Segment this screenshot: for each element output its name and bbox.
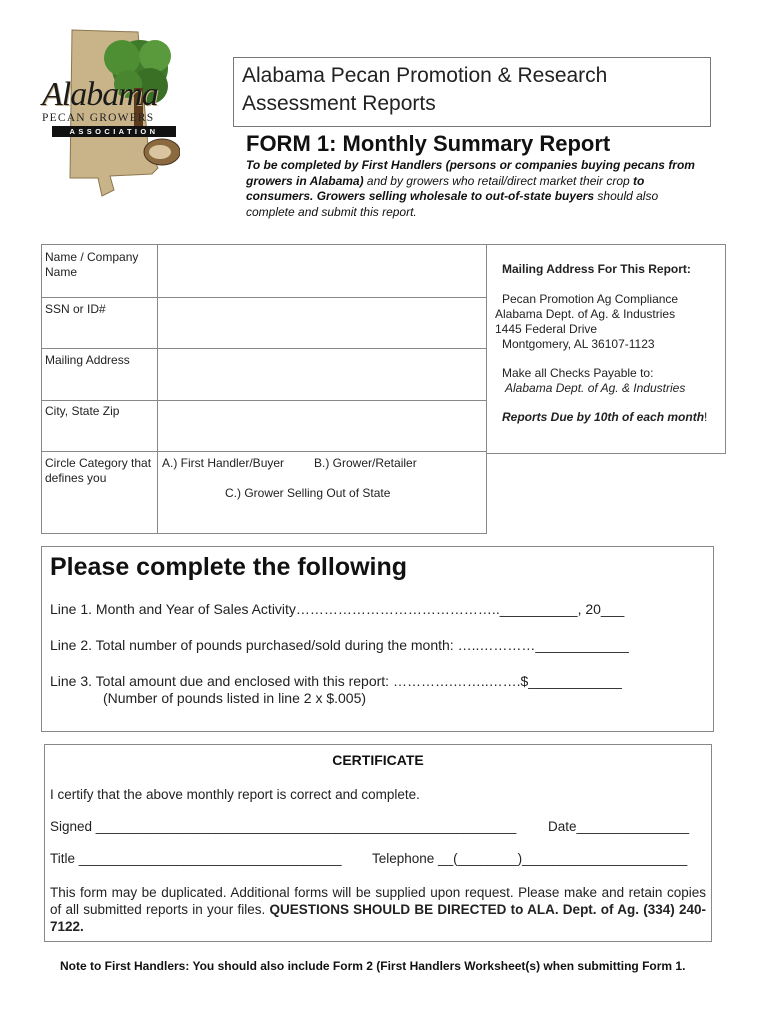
intro-paragraph [246, 158, 706, 220]
checks-payee: Alabama Dept. of Ag. & Industries [505, 381, 686, 395]
mailing-address-field[interactable] [158, 349, 488, 400]
due-text: Reports Due by 10th of each month [502, 410, 705, 424]
intro-part-a: To be completed by First Handlers (persons or companies buying pecans from growers in Alabama) [246, 158, 695, 188]
association-logo [40, 28, 180, 200]
category-option-b[interactable]: B.) Grower/Retailer [314, 456, 417, 470]
table-rule [42, 451, 486, 452]
due-mark: ! [704, 410, 708, 424]
line-3-amount-due[interactable]: Line 3. Total amount due and enclosed with this report: ………….……..…….$____________ [50, 673, 622, 689]
certificate-title: CERTIFICATE [332, 752, 424, 768]
title-field[interactable]: Title ___________________________________ [50, 851, 342, 866]
form-title: FORM 1: Monthly Summary Report [246, 131, 611, 156]
mailing-address-label: Mailing Address [45, 353, 130, 367]
due-notice [502, 410, 707, 425]
line-1-month-year[interactable]: Line 1. Month and Year of Sales Activity……………………………………..__________, 20___ [50, 601, 625, 617]
city-state-zip-label: City, State Zip [45, 404, 120, 418]
info-table [41, 244, 487, 534]
logo-org-line: PECAN GROWERS [42, 112, 155, 124]
line-2-total-pounds[interactable]: Line 2. Total number of pounds purchased/sold during the month: …..…………____________ [50, 637, 629, 653]
mailing-line-1: Pecan Promotion Ag Compliance [502, 292, 679, 306]
duplication-notice [50, 884, 706, 935]
name-label: Name / Company Name [45, 250, 139, 279]
checks-payable-label: Make all Checks Payable to: [502, 366, 654, 380]
mailing-address-box [487, 244, 726, 454]
category-label: Circle Category that defines you [45, 456, 152, 485]
mailing-heading: Mailing Address For This Report: [502, 262, 691, 276]
logo-state-word: Alabama [42, 76, 158, 113]
complete-section [41, 546, 714, 732]
mailing-line-2: Alabama Dept. of Ag. & Industries [495, 307, 676, 321]
intro-part-b: and by growers who retail/direct market their crop [363, 173, 634, 188]
complete-heading: Please complete the following [50, 553, 408, 581]
ssn-field[interactable] [158, 298, 488, 348]
duplication-text: This form may be duplicated. Additional forms will be supplied upon request. Please make and retain copies of all submitted reports in your files. [50, 885, 706, 917]
telephone-field[interactable]: Telephone __(________)______________________ [372, 851, 688, 866]
date-field[interactable]: Date_______________ [548, 819, 690, 834]
line-3-note: (Number of pounds listed in line 2 x $.005) [103, 690, 367, 706]
certificate-statement: I certify that the above monthly report is correct and complete. [50, 787, 420, 802]
title-line-2: Assessment Reports [242, 92, 436, 115]
name-field[interactable] [158, 245, 488, 297]
category-option-c[interactable]: C.) Grower Selling Out of State [225, 486, 391, 500]
signed-field[interactable]: Signed ________________________________________________________ [50, 819, 517, 834]
title-box [233, 57, 711, 127]
title-line-1: Alabama Pecan Promotion & Research [242, 64, 608, 87]
mailing-line-3: 1445 Federal Drive [495, 322, 598, 336]
mailing-line-4: Montgomery, AL 36107-1123 [502, 337, 655, 351]
intro-part-d: should also complete and submit this report. [246, 189, 659, 219]
first-handlers-note: Note to First Handlers: You should also include Form 2 (First Handlers Worksheet(s) when submitting Form 1. [60, 959, 686, 973]
category-option-a[interactable]: A.) First Handler/Buyer [162, 456, 285, 470]
certificate-box [44, 744, 712, 942]
city-state-zip-field[interactable] [158, 401, 488, 451]
logo-assoc-line: ASSOCIATION [52, 126, 176, 137]
intro-part-c: to consumers. Growers selling wholesale to out-of-state buyers [246, 173, 645, 203]
questions-contact: QUESTIONS SHOULD BE DIRECTED to ALA. Dept. of Ag. (334) 240-7122. [50, 902, 706, 934]
ssn-label: SSN or ID# [45, 302, 106, 316]
